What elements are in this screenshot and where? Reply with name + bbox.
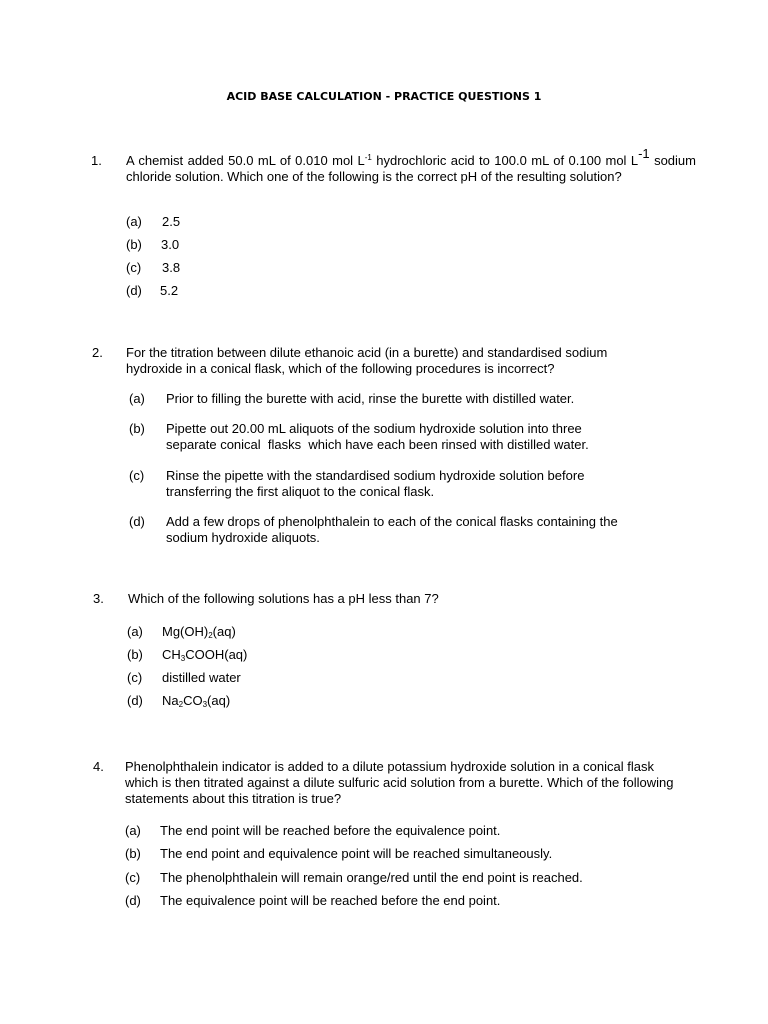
question-text-part: A chemist added 50.0 mL of 0.010 mol L: [126, 153, 365, 168]
option-text-line-1: Rinse the pipette with the standardised sodium hydroxide solution before: [166, 468, 585, 483]
option-label: (c): [126, 260, 142, 275]
option-label: (b): [126, 237, 142, 252]
option-label: (a): [127, 624, 143, 639]
formula-part: (aq): [207, 693, 231, 708]
option-text: The end point and equivalence point will be reached simultaneously.: [160, 846, 553, 861]
option-label: (d): [125, 893, 141, 908]
subscript: 2: [178, 700, 184, 709]
formula-part: Mg(OH): [162, 624, 209, 639]
option-text: 3.8: [162, 260, 181, 275]
option-text: The end point will be reached before the equivalence point.: [160, 823, 501, 838]
question-text: [126, 146, 696, 185]
formula-part: CO: [183, 693, 203, 708]
option-label: (c): [125, 870, 141, 885]
question-text: Which of the following solutions has a pH less than 7?: [128, 591, 439, 606]
option-label: (d): [126, 283, 142, 298]
question-text-part: hydrochloric acid to 100.0 mL of 0.100 mol L: [371, 153, 639, 168]
option-label: (c): [129, 468, 145, 483]
formula-part: COOH(aq): [185, 647, 248, 662]
option-text: The phenolphthalein will remain orange/red until the end point is reached.: [160, 870, 583, 885]
option-label: (c): [127, 670, 143, 685]
option-text-line-2: transferring the first aliquot to the conical flask.: [166, 484, 435, 499]
option-label: (a): [125, 823, 141, 838]
option-label: (b): [127, 647, 143, 662]
option-text: Prior to filling the burette with acid, rinse the burette with distilled water.: [166, 391, 575, 406]
question-text: Phenolphthalein indicator is added to a dilute potassium hydroxide solution in a conical flask which is then titrated against a dilute sulfuric acid solution from a burette. Which of the following statements about this titration is true?: [125, 759, 674, 806]
question-text-part: sodium chloride solution. Which one of the following is the correct pH of the resulting solution?: [126, 153, 696, 184]
page-title: ACID BASE CALCULATION - PRACTICE QUESTIONS 1: [226, 90, 542, 103]
question-text: For the titration between dilute ethanoic acid (in a burette) and standardised sodium hydroxide in a conical flask, which of the following procedures is incorrect?: [126, 345, 608, 376]
superscript: -1: [364, 153, 372, 162]
option-text-line-1: Pipette out 20.00 mL aliquots of the sodium hydroxide solution into three: [166, 421, 582, 436]
formula-part: (aq): [212, 624, 236, 639]
option-label: (a): [126, 214, 142, 229]
option-label: (d): [127, 693, 143, 708]
question-number: 2.: [92, 345, 103, 360]
option-label: (d): [129, 514, 145, 529]
option-text-line-2: sodium hydroxide aliquots.: [166, 530, 320, 545]
option-label: (b): [129, 421, 145, 436]
formula-part: CH: [162, 647, 181, 662]
option-text-line-2: separate conical flasks which have each been rinsed with distilled water.: [166, 437, 589, 452]
subscript: 3: [202, 700, 208, 709]
option-text: [162, 693, 230, 709]
option-text: [162, 624, 236, 640]
option-text: distilled water: [162, 670, 241, 685]
question-number: 1.: [91, 153, 102, 168]
option-label: (b): [125, 846, 141, 861]
option-text: 5.2: [160, 283, 179, 298]
subscript: 2: [208, 631, 213, 640]
formula-part: Na: [162, 693, 179, 708]
subscript: 3: [180, 654, 186, 663]
option-text-line-1: Add a few drops of phenolphthalein to each of the conical flasks containing the: [166, 514, 618, 529]
question-number: 4.: [93, 759, 104, 774]
option-label: (a): [129, 391, 145, 406]
option-text: 2.5: [162, 214, 181, 229]
superscript: -1: [638, 146, 650, 161]
option-text: 3.0: [161, 237, 180, 252]
option-text: The equivalence point will be reached before the end point.: [160, 893, 501, 908]
question-number: 3.: [93, 591, 104, 606]
option-text: [162, 647, 247, 663]
